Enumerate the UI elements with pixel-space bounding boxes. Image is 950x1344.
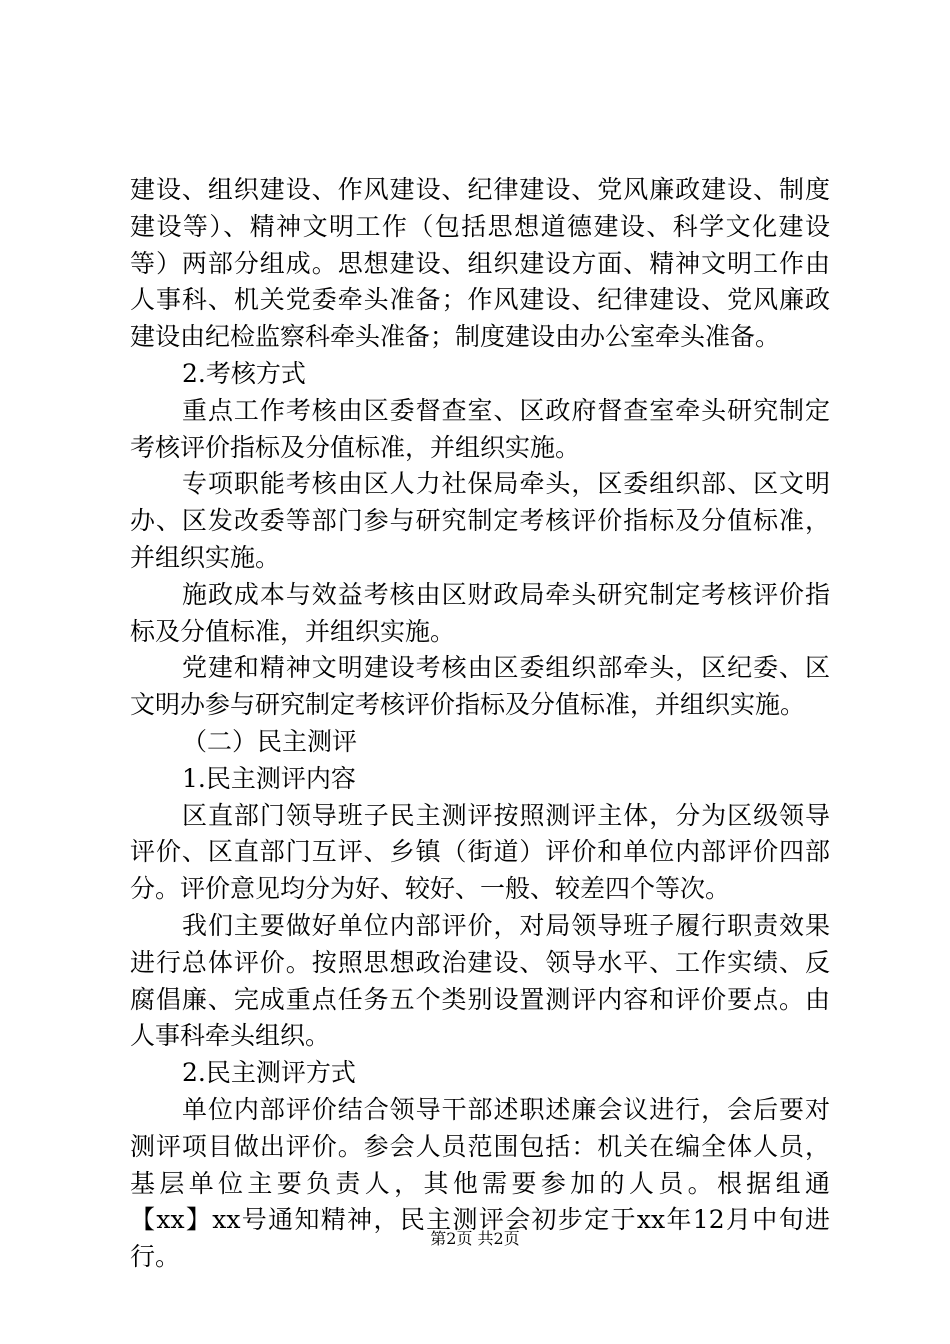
text-line: 行。 [130,1242,181,1272]
text-line: 测评项目做出评价。参会人员范围包括：机关在编全体人员， [130,1131,830,1161]
text-line: 腐倡廉、完成重点任务五个类别设置测评内容和评价要点。由 [130,984,830,1014]
text-line: 建设由纪检监察科牵头准备；制度建设由办公室牵头准备。 [130,322,781,352]
text-line: 建设等）、精神文明工作（包括思想道德建设、科学文化建设 [130,211,830,241]
paragraph-first-line: 单位内部评价结合领导干部述职述廉会议进行，会后要对 [182,1094,830,1124]
text-line: 等）两部分组成。思想建设、组织建设方面、精神文明工作由 [130,248,830,278]
text-line: 办、区发改委等部门参与研究制定考核评价指标及分值标准， [130,506,830,536]
page-number: 第2页 共2页 [430,1229,520,1248]
page-footer [0,1226,950,1249]
section-heading: 2.考核方式 [182,358,306,388]
paragraph-first-line: 专项职能考核由区人力社保局牵头，区委组织部、区文明 [182,469,830,499]
paragraph-first-line: 区直部门领导班子民主测评按照测评主体，分为区级领导 [182,800,830,830]
paragraph-first-line: 党建和精神文明建设考核由区委组织部牵头，区纪委、区 [182,653,830,683]
section-heading: （二）民主测评 [182,726,358,756]
text-line: 评价、区直部门互评、乡镇（街道）评价和单位内部评价四部 [130,837,830,867]
section-heading: 2.民主测评方式 [182,1058,356,1088]
section-heading: 1.民主测评内容 [182,763,356,793]
paragraph-first-line: 施政成本与效益考核由区财政局牵头研究制定考核评价指 [182,579,830,609]
text-line: 进行总体评价。按照思想政治建设、领导水平、工作实绩、反 [130,947,830,977]
text-line: 分。评价意见均分为好、较好、一般、较差四个等次。 [130,874,731,904]
paragraph-first-line: 我们主要做好单位内部评价，对局领导班子履行职责效果 [182,910,830,940]
text-line: 人事科、机关党委牵头准备；作风建设、纪律建设、党风廉政 [130,285,830,315]
text-line: 建设、组织建设、作风建设、纪律建设、党风廉政建设、制度 [130,175,830,204]
text-line: 人事科牵头组织。 [130,1021,331,1051]
document-body [130,172,830,1276]
text-line: 标及分值标准，并组织实施。 [130,616,456,646]
text-line: 考核评价指标及分值标准，并组织实施。 [130,432,581,462]
paragraph-first-line: 重点工作考核由区委督查室、区政府督查室牵头研究制定 [182,395,830,425]
text-line: 基层单位主要负责人，其他需要参加的人员。根据组通 [130,1168,830,1198]
text-line: 文明办参与研究制定考核评价指标及分值标准，并组织实施。 [130,690,806,720]
text-line: 【xx】xx号通知精神，民主测评会初步定于xx年12月中旬进 [130,1205,830,1235]
text-line: 并组织实施。 [130,542,281,572]
